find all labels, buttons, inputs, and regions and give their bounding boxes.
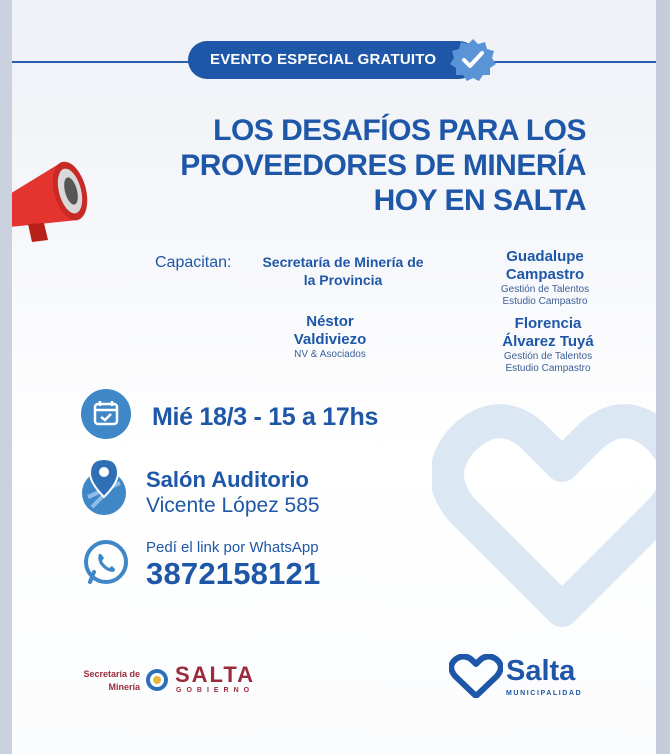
event-badge: EVENTO ESPECIAL GRATUITO — [188, 41, 478, 79]
map-pin-icon — [78, 457, 130, 517]
venue-address: Vicente López 585 — [146, 494, 320, 517]
speaker-valdiviezo — [270, 313, 390, 361]
secretaria-line-1: Secretaría de — [83, 669, 140, 679]
whatsapp-label: Pedí el link por WhatsApp — [146, 539, 319, 556]
venue-name: Salón Auditorio — [146, 467, 309, 492]
flyer-card — [12, 0, 656, 754]
speaker-alvarez — [488, 315, 608, 375]
title-line-1: LOS DESAFÍOS PARA LOS — [213, 114, 586, 147]
event-date: Mié 18/3 - 15 a 17hs — [152, 403, 379, 431]
speaker-role: Gestión de Talentos — [503, 351, 593, 362]
megaphone-icon — [12, 150, 100, 250]
left-border — [0, 0, 12, 754]
secretaria-mineria-label — [76, 668, 140, 694]
speaker-role: Gestión de Talentos — [500, 284, 590, 295]
right-border — [656, 0, 670, 754]
secretaria-line-2: Minería — [108, 682, 140, 692]
title-line-3: HOY EN SALTA — [373, 184, 586, 217]
speaker-name: Secretaría de Minería de la Provincia — [262, 254, 424, 288]
gobierno-salta-logo: SALTA — [175, 662, 256, 687]
speaker-secretaria — [258, 253, 428, 289]
capacitan-label: Capacitan: — [155, 254, 232, 271]
municipalidad-label: MUNICIPALIDAD — [506, 690, 583, 697]
heart-watermark-icon — [432, 380, 656, 630]
speaker-org: Estudio Campastro — [505, 363, 591, 374]
title-line-2: PROVEEDORES DE MINERÍA — [180, 149, 586, 182]
gobierno-label: GOBIERNO — [176, 687, 255, 694]
whatsapp-icon — [82, 538, 130, 586]
speaker-name: Guadalupe Campastro — [505, 248, 585, 283]
calendar-icon — [81, 389, 131, 439]
event-title — [180, 113, 586, 218]
speaker-org: Estudio Campastro — [502, 296, 588, 307]
whatsapp-number: 3872158121 — [146, 556, 321, 591]
speaker-name: Florencia Álvarez Tuyá — [502, 315, 594, 350]
verified-check-icon — [450, 37, 496, 83]
speaker-name: Néstor Valdiviezo — [293, 313, 367, 348]
salta-sun-seal-icon — [145, 668, 169, 692]
speaker-role: NV & Asociados — [294, 349, 366, 360]
speaker-campastro — [490, 248, 600, 308]
municipalidad-logo-name: Salta — [506, 655, 576, 687]
municipalidad-heart-icon — [449, 654, 503, 698]
